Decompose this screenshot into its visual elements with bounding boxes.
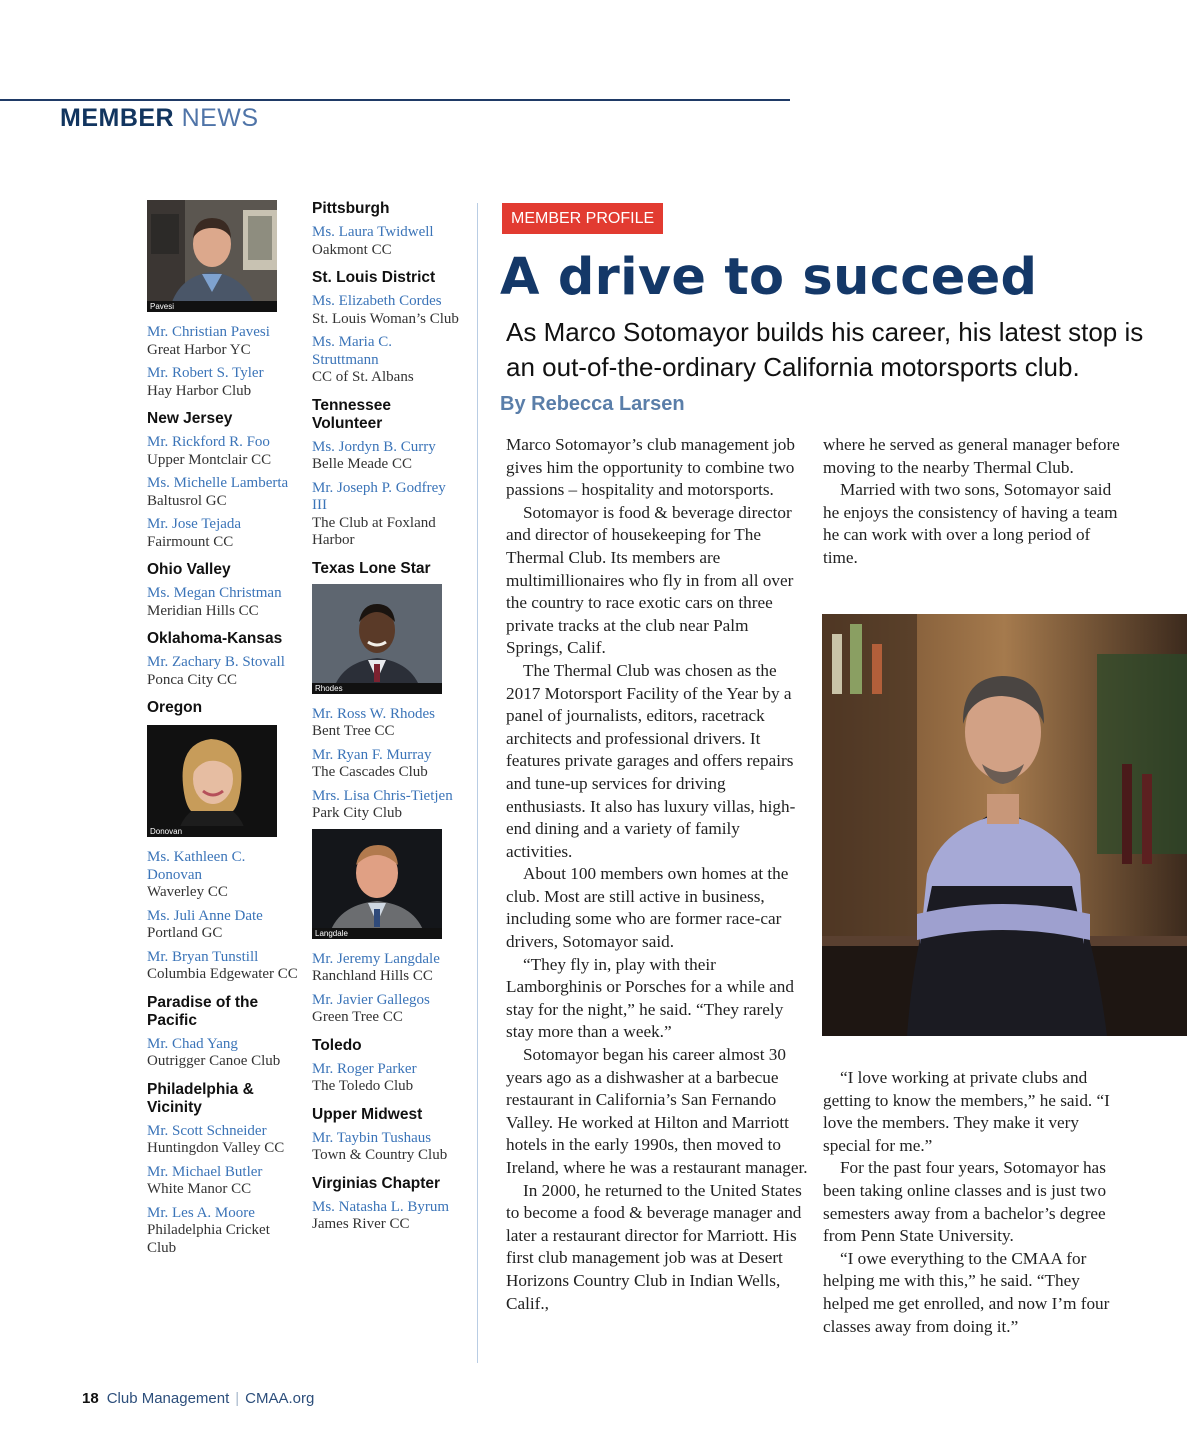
chapter-heading: Tennessee Volunteer [312,396,391,432]
photo-caption: Pavesi [147,301,277,312]
article-paragraph: In 2000, he returned to the United States to become a food & beverage manager and later a restaurant director for Marriott. His first club management job was at Desert Horizons Country Club in Indian Wells, Calif., [506,1180,802,1313]
portrait-image [147,725,277,837]
member-club: Great Harbor YC [147,341,251,358]
member-name: Mr. Bryan Tunstill [147,948,259,965]
section-title-bold: MEMBER [60,104,175,132]
member-name: Mrs. Lisa Chris-Tietjen [312,787,453,804]
member-entry [147,908,299,943]
member-name: Mr. Chad Yang [147,1035,238,1052]
member-entry [147,365,299,400]
member-entry [312,788,462,823]
article-paragraph: “They fly in, play with their Lamborghinis or Porsches for a while and stay for the night,” he said. “They rarely stay more than a week.” [506,954,794,1042]
chapter-heading: Upper Midwest [312,1105,423,1123]
member-entry [147,1164,299,1199]
sotomayor-photo [822,614,1187,1036]
member-entry [312,224,462,259]
chapter-heading: New Jersey [147,410,233,427]
member-entry [147,434,299,469]
article-headline: A drive to succeed [500,248,1038,307]
article-paragraph: “I love working at private clubs and getting to know the members,” he said. “I love the members. They make it very special for me.” [823,1068,1110,1155]
member-club: Waverley CC [147,884,228,900]
member-entry [147,949,299,984]
member-name: Mr. Ryan F. Murray [312,746,432,763]
member-club: White Manor CC [147,1181,252,1197]
chapter-heading: St. Louis District [312,269,436,286]
member-entry [147,585,299,620]
member-entry [147,516,299,551]
site-url[interactable]: CMAA.org [245,1390,315,1407]
chapter-heading: Philadelphia & Vicinity [147,1080,254,1116]
chapter-heading: Toledo [312,1036,362,1054]
chapter-heading: Oregon [147,699,203,716]
member-name: Mr. Taybin Tushaus [312,1129,432,1146]
footer-separator: | [235,1390,240,1407]
portrait-image [147,200,277,312]
photo-caption: Rhodes [312,683,442,694]
article-byline: By Rebecca Larsen [500,393,685,415]
member-entry [312,992,462,1027]
member-club: Huntingdon Valley CC [147,1140,285,1156]
member-entry [147,1205,299,1258]
member-name: Mr. Michael Butler [147,1163,263,1180]
member-name: Mr. Roger Parker [312,1060,417,1077]
member-entry [312,951,462,986]
member-name: Ms. Maria C. Struttmann [312,334,392,368]
page-footer [82,1390,314,1407]
member-entry [312,747,462,782]
section-title-light: NEWS [181,104,259,132]
member-club: Upper Montclair CC [147,451,272,468]
member-entry [147,1123,299,1158]
member-column-right [312,200,462,1240]
member-club: Belle Meade CC [312,456,412,472]
photo-pavesi [147,200,277,312]
member-club: The Toledo Club [312,1078,414,1094]
section-title [60,104,259,133]
magazine-name: Club Management [106,1390,230,1407]
member-club: Meridian Hills CC [147,602,259,619]
article-paragraph: For the past four years, Sotomayor has been taking online classes and is just two semesters away from a bachelor’s degree from Penn State University. [823,1158,1107,1246]
member-entry [312,1199,462,1234]
member-club: Baltusrol GC [147,492,227,509]
member-entry [312,1061,462,1096]
member-entry [147,849,299,902]
chapter-heading: Ohio Valley [147,561,231,578]
chapter-heading: Paradise of the Pacific [147,993,259,1029]
portrait-image [312,829,442,939]
member-club: St. Louis Woman’s Club [312,310,459,327]
member-name: Mr. Scott Schneider [147,1122,267,1139]
chapter-heading: Pittsburgh [312,200,390,217]
article-body-column-3 [823,1067,1123,1338]
member-name: Ms. Elizabeth Cordes [312,293,442,309]
member-name: Mr. Christian Pavesi [147,324,270,340]
member-entry [312,334,462,387]
member-club: Park City Club [312,805,403,821]
member-club: The Cascades Club [312,764,428,780]
article-paragraph: About 100 members own homes at the club. Most are still active in business, including some who are former race-car drivers, Sotomayor said. [506,864,789,952]
article-body-column-2 [823,434,1123,570]
member-entry [312,706,462,741]
member-name: Ms. Juli Anne Date [147,907,263,924]
article-paragraph: Sotomayor began his career almost 30 years ago as a dishwasher at a barbecue restaurant in California’s San Fernando Valley. He worked at Hilton and Marriott hotels in the early 1990s, then moved to Ireland, where he was a restaurant manager. [506,1045,808,1177]
member-club: Town & Country Club [312,1147,448,1163]
article-paragraph: where he served as general manager before moving to the nearby Thermal Club. [823,435,1120,477]
member-name: Mr. Joseph P. Godfrey III [312,479,446,513]
member-club: Hay Harbor Club [147,382,252,399]
member-club: Green Tree CC [312,1009,403,1025]
photo-donovan [147,725,277,837]
member-entry [312,1130,462,1165]
member-name: Ms. Jordyn B. Curry [312,438,436,455]
member-name: Mr. Robert S. Tyler [147,365,264,381]
article-paragraph: Marco Sotomayor’s club management job gives him the opportunity to combine two passions – hospitality and motorsports. [506,435,795,500]
chapter-heading: Texas Lone Star [312,559,431,577]
member-entry [147,475,299,510]
member-club: Philadelphia Cricket Club [147,1222,270,1256]
member-entry [312,439,462,474]
member-name: Mr. Les A. Moore [147,1204,255,1221]
member-club: CC of St. Albans [312,369,414,385]
member-club: The Club at Foxland Harbor [312,514,436,548]
article-paragraph: The Thermal Club was chosen as the 2017 Motorsport Facility of the Year by a panel of journalists, editors, racetrack architects and professional drivers. It features private garages and offers repairs and tune-up services for driving enthusiasts. It also has luxury villas, high-end dining and a variety of family activities. [506,660,796,861]
member-entry [312,293,462,328]
member-club: Columbia Edgewater CC [147,966,298,982]
hero-image [822,614,1187,1036]
member-name: Mr. Ross W. Rhodes [312,705,435,722]
article-body-column-1 [506,434,808,1315]
member-club: Bent Tree CC [312,723,395,739]
member-entry [147,324,299,359]
member-name: Ms. Michelle Lamberta [147,475,289,491]
member-name: Ms. Laura Twidwell [312,224,434,240]
member-profile-tag: MEMBER PROFILE [502,203,663,234]
member-name: Mr. Javier Gallegos [312,991,430,1008]
member-entry [147,654,299,689]
header-rule [0,99,790,101]
photo-langdale [312,829,442,939]
article-paragraph: Married with two sons, Sotomayor said he enjoys the consistency of having a team he can work with over a long period of time. [823,480,1118,567]
member-name: Mr. Jose Tejada [147,516,242,532]
member-club: Ranchland Hills CC [312,968,433,984]
article-paragraph: Sotomayor is food & beverage director and director of housekeeping for The Thermal Club. Its members are multimillionaires who fly in from all over the country to race exotic cars on three private tracks at the club near Palm Springs, Calif. [506,502,794,658]
member-column-left [147,200,299,1263]
member-entry [147,1036,299,1071]
portrait-image [312,584,442,694]
member-name: Ms. Natasha L. Byrum [312,1198,450,1215]
member-name: Mr. Zachary B. Stovall [147,654,285,670]
page-number: 18 [82,1390,99,1407]
member-club: Outrigger Canoe Club [147,1053,281,1069]
photo-caption: Langdale [312,928,442,939]
member-club: Oakmont CC [312,241,392,258]
member-name: Ms. Kathleen C. Donovan [147,849,246,883]
article-deck: As Marco Sotomayor builds his career, his latest stop is an out-of-the-ordinary California motorsports club. [506,317,1144,382]
chapter-heading: Oklahoma-Kansas [147,630,283,647]
member-club: James River CC [312,1216,410,1232]
column-divider [477,203,478,1363]
member-name: Mr. Jeremy Langdale [312,950,440,967]
member-name: Mr. Rickford R. Foo [147,434,270,450]
member-club: Fairmount CC [147,533,234,550]
member-club: Portland GC [147,925,223,941]
member-club: Ponca City CC [147,671,238,688]
chapter-heading: Virginias Chapter [312,1174,441,1192]
photo-caption: Donovan [147,826,277,837]
photo-rhodes [312,584,442,694]
member-entry [312,480,462,550]
member-name: Ms. Megan Christman [147,585,282,601]
article-paragraph: “I owe everything to the CMAA for helping me with this,” he said. “They helped me get enrolled, and now I’m four classes away from doing it.” [823,1248,1110,1336]
